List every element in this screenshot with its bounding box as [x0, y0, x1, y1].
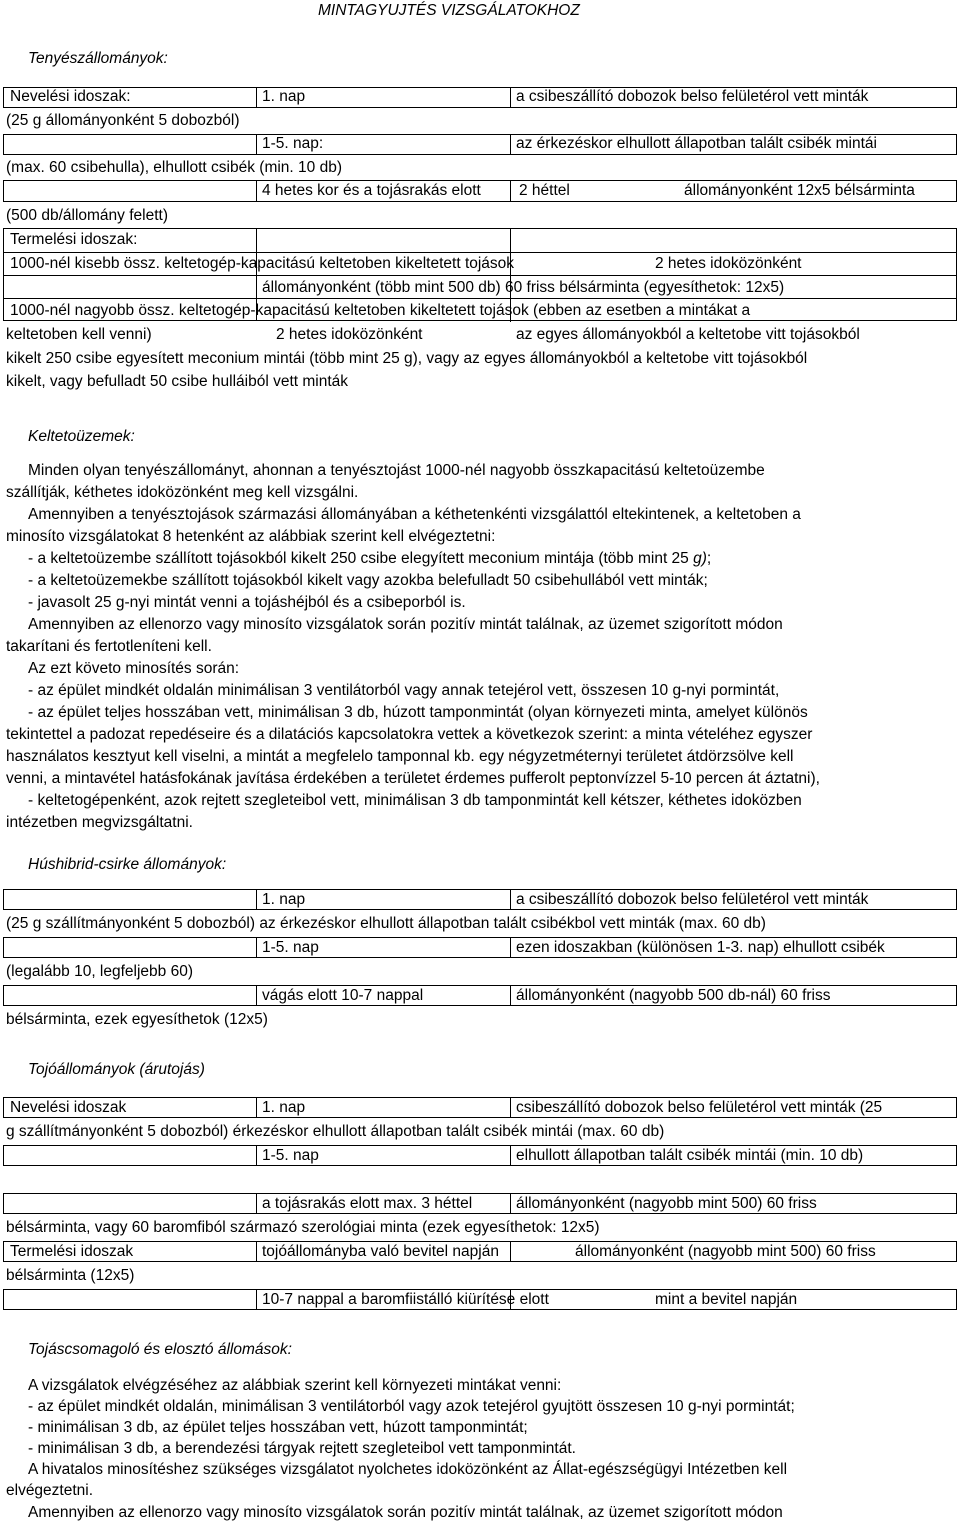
cell-text: 1. nap [262, 1099, 306, 1116]
paragraph-line: Minden olyan tenyészállományt, ahonnan a tenyésztojást 1000-nél nagyobb összkapacitású keltetoüzembe [28, 462, 765, 479]
paragraph-line: minosíto vizsgálatokat 8 hetenként az alábbiak szerint kell elvégeztetni: [6, 528, 496, 545]
table-divider [256, 1289, 257, 1310]
paragraph-line: Amennyiben a tenyésztojások származási állományában a kéthetenkénti vizsgálattól eltekintenek, a keltetoben a [28, 506, 801, 523]
paragraph-line: - az épület mindkét oldalán, minimálisan 3 ventilátorból vagy azok tetejérol gyujtött összesen 10 g-nyi pormintát; [28, 1398, 795, 1415]
cell-text: (25 g állományonként 5 dobozból) [6, 112, 240, 129]
cell-text: keltetoben kell venni) [6, 326, 152, 343]
table-line [3, 252, 957, 253]
cell-text: ezen idoszakban (különösen 1-3. nap) elhullott csibék [516, 939, 885, 956]
cell-text: 1-5. nap [262, 1147, 319, 1164]
table-divider [510, 937, 511, 958]
cell-text: 4 hetes kor és a tojásrakás elott [262, 182, 481, 199]
cell-text: vágás elott 10-7 nappal [262, 987, 424, 1004]
cell-text: bélsárminta, vagy 60 baromfiból származó szerológiai minta (ezek egyesíthetok: 12x5) [6, 1219, 600, 1236]
paragraph-line: Az ezt követo minosítés során: [28, 660, 240, 677]
cell-text: 1. nap [262, 891, 306, 908]
cell-text: 1. nap [262, 88, 306, 105]
cell-text: Termelési idoszak [10, 1243, 134, 1260]
cell-text: elhullott állapotban talált csibék mintái (min. 10 db) [516, 1147, 864, 1164]
page-title: MINTAGYUJTÉS VIZSGÁLATOKHOZ [318, 2, 580, 19]
table-divider [510, 87, 511, 108]
table-divider [256, 1193, 257, 1214]
paragraph-line: - javasolt 25 g-nyi mintát venni a tojáshéjból és a csibeporból is. [28, 594, 466, 611]
paragraph-line: takarítani és fertotleníteni kell. [6, 638, 212, 655]
cell-text: állományonként (több mint 500 db) 60 friss bélsárminta (egyesíthetok: 12x5) [262, 279, 785, 296]
table-divider [510, 1097, 511, 1118]
paragraph-line: A hivatalos minosítéshez szükséges vizsgálatot nyolchetes idoközönként az Állat-egészségügyi Intézetben kell [28, 1461, 788, 1478]
table-divider [256, 1097, 257, 1118]
paragraph-line: A vizsgálatok elvégzéséhez az alábbiak szerint kell környezeti mintákat venni: [28, 1377, 562, 1394]
table-divider [510, 180, 511, 202]
cell-text: tojóállományba való bevitel napján [262, 1243, 499, 1260]
cell-text: állományonként (nagyobb mint 500) 60 friss [575, 1243, 876, 1260]
cell-text: a tojásrakás elott max. 3 héttel [262, 1195, 473, 1212]
cell-text: 10-7 nappal a baromfiistálló kiürítése elott [262, 1291, 549, 1308]
section-heading-tojascsomagolo: Tojáscsomagoló és elosztó állomások: [28, 1341, 292, 1358]
paragraph-line: tekintettel a padozat repedéseire és a dilatációs kapcsolatokra vettek a következok szerint: a minta vételéhez egyszer [6, 726, 813, 743]
cell-text: a csibeszállító dobozok belso felületérol vett minták [516, 88, 869, 105]
table-divider [510, 889, 511, 910]
cell-text: kikelt, vagy befulladt 50 csibe hulláiból vett minták [6, 373, 349, 390]
cell-text: (500 db/állomány felett) [6, 207, 168, 224]
paragraph-line: elvégeztetni. [6, 1482, 94, 1499]
paragraph-line: venni, a mintavétel hatásfokának javítása érdekében a területet érdemes pufferolt peptonvízzel 5-10 percen át áztatni), [6, 770, 820, 787]
cell-text: 1000-nél nagyobb össz. keltetogép-kapacitású keltetoben kikeltetett tojások (ebben az esetben a mintákat a [10, 302, 751, 319]
paragraph-line: - az épület mindkét oldalán minimálisan 3 ventilátorból vagy annak tetejérol vett, összesen 10 g-nyi pormintát, [28, 682, 780, 699]
table-divider [256, 937, 257, 958]
table-divider [256, 985, 257, 1006]
cell-text: kikelt 250 csibe egyesített meconium mintái (több mint 25 g), vagy az egyes állományokból a keltetobe vitt tojásokból [6, 350, 808, 367]
table-divider [256, 1145, 257, 1166]
table-line [3, 298, 957, 299]
cell-text: a csibeszállító dobozok belso felületérol vett minták [516, 891, 869, 908]
table-divider [256, 889, 257, 910]
cell-text: az érkezéskor elhullott állapotban talált csibék mintái [516, 135, 877, 152]
cell-text: (legalább 10, legfeljebb 60) [6, 963, 193, 980]
table-divider [510, 1193, 511, 1214]
table-divider [510, 1145, 511, 1166]
paragraph-line: - a keltetoüzembe szállított tojásokból kikelt 250 csibe elegyített meconium mintája (több mint 25 g); [28, 550, 712, 567]
section-heading-hushibrid: Húshibrid-csirke állományok: [28, 856, 227, 873]
cell-text: 2 héttel [519, 182, 570, 199]
cell-text: g szállítmányonként 5 dobozból) érkezéskor elhullott állapotban talált csibék mintái (max. 60 db) [6, 1123, 665, 1140]
cell-text: Nevelési idoszak: [10, 88, 131, 105]
paragraph-line: - keltetogépenként, azok rejtett szegleteibol vett, minimálisan 3 db tamponmintát kell kétszer, kéthetes idoközben [28, 792, 802, 809]
section-heading-keltetouzemek: Keltetoüzemek: [28, 428, 135, 445]
cell-text: (max. 60 csibehulla), elhullott csibék (min. 10 db) [6, 159, 342, 176]
table-divider [256, 1241, 257, 1262]
section-heading-tenyeszallomanyok: Tenyészállományok: [28, 50, 168, 67]
paragraph-line: - a keltetoüzemekbe szállított tojásokból kikelt vagy azokba belefulladt 50 csibehullából vett minták; [28, 572, 708, 589]
table-divider [256, 180, 257, 202]
cell-text: Nevelési idoszak [10, 1099, 127, 1116]
cell-text: Termelési idoszak: [10, 231, 138, 248]
paragraph-line: - az épület teljes hosszában vett, minimálisan 3 db, húzott tamponmintát (olyan környezeti minta, amelyet különös [28, 704, 808, 721]
table-divider [510, 134, 511, 155]
cell-text: állományonként 12x5 bélsárminta [684, 182, 915, 199]
cell-text: mint a bevitel napján [655, 1291, 798, 1308]
cell-text: állományonként (nagyobb mint 500) 60 friss [516, 1195, 817, 1212]
cell-text: (25 g szállítmányonként 5 dobozból) az érkezéskor elhullott állapotban talált csibékbol vett minták (max. 60 db) [6, 915, 766, 932]
paragraph-line: használatos kesztyut kell viselni, a mintát a megfelelo tamponnal kb. egy négyzetméternyi területet átdörzsölve kell [6, 748, 794, 765]
paragraph-line: Amennyiben az ellenorzo vagy minosíto vizsgálatok során pozitív mintát találnak, az üzemet szigorított módon [28, 1504, 783, 1521]
cell-text: bélsárminta (12x5) [6, 1267, 135, 1284]
paragraph-line: Amennyiben az ellenorzo vagy minosíto vizsgálatok során pozitív mintát találnak, az üzemet szigorított módon [28, 616, 783, 633]
table-divider [510, 985, 511, 1006]
cell-text: állományonként (nagyobb 500 db-nál) 60 friss [516, 987, 831, 1004]
cell-text: bélsárminta, ezek egyesíthetok (12x5) [6, 1011, 268, 1028]
table-divider [256, 134, 257, 155]
cell-text: 1-5. nap: [262, 135, 324, 152]
paragraph-line: - minimálisan 3 db, a berendezési tárgyak rejtett szegleteibol vett tamponmintát. [28, 1440, 576, 1457]
cell-text: 2 hetes idoközönként [655, 255, 802, 272]
table-line [3, 275, 957, 276]
section-heading-tojoallomanyok: Tojóállományok (árutojás) [28, 1061, 205, 1078]
cell-text: 2 hetes idoközönként [276, 326, 423, 343]
cell-text: az egyes állományokból a keltetobe vitt tojásokból [516, 326, 860, 343]
table-divider [510, 1241, 511, 1262]
cell-text: csibeszállító dobozok belso felületérol vett minták (25 [516, 1099, 883, 1116]
paragraph-line: intézetben megvizsgáltatni. [6, 814, 193, 831]
cell-text: 1-5. nap [262, 939, 319, 956]
table-divider [256, 87, 257, 108]
cell-text: 1000-nél kisebb össz. keltetogép-kapacitású keltetoben kikeltetett tojások [10, 255, 515, 272]
paragraph-line: szállítják, kéthetes idoközönként meg kell vizsgálni. [6, 484, 359, 501]
paragraph-line: - minimálisan 3 db, az épület teljes hosszában vett, húzott tamponmintát; [28, 1419, 528, 1436]
